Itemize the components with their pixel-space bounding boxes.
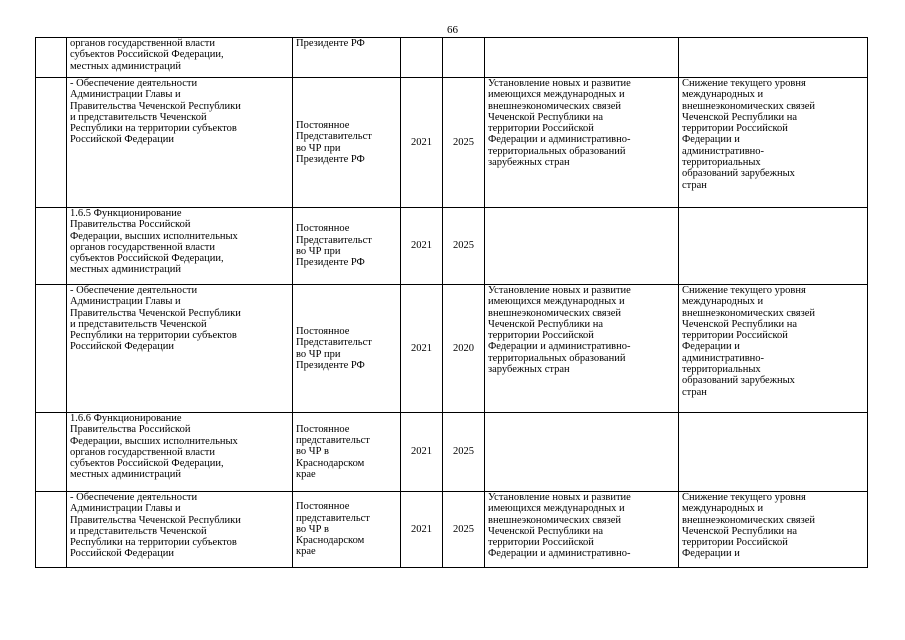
- end-year-cell: [443, 38, 485, 78]
- table-row: [36, 38, 868, 78]
- event-cell: [67, 492, 293, 568]
- result-text: Установление новых и развитие имеющихся международных и внешнеэкономических связей Чеченской Республики на территории Российской Федерации и административно- территориальных образований зарубежных стран: [488, 285, 631, 376]
- result-cell: [485, 285, 679, 413]
- event-text: 1.6.6 Функционирование Правительства Российской Федерации, высших исполнительных органов государственной власти субъектов Российской Федерации, местных администраций: [70, 413, 238, 481]
- event-text: 1.6.5 Функционирование Правительства Российской Федерации, высших исполнительных органов государственной власти субъектов Российской Федерации, местных администраций: [70, 208, 238, 276]
- row-number-cell: [36, 78, 67, 208]
- consequence-text: Снижение текущего уровня международных и внешнеэкономических связей Чеченской Республики на территории Российской Федерации и административно- территориальных образований зарубежных стран: [682, 78, 816, 191]
- end-year-cell: [443, 492, 485, 568]
- event-cell: [67, 413, 293, 492]
- end-year-text: 2025: [453, 136, 474, 148]
- result-cell: [485, 413, 679, 492]
- event-cell: [67, 208, 293, 285]
- consequence-text: Снижение текущего уровня международных и внешнеэкономических связей Чеченской Республики на территории Российской Федерации и: [682, 492, 816, 560]
- event-text: - Обеспечение деятельности Администрации Главы и Правительства Чеченской Республики и представительств Чеченской Республики на территории субъектов Российской Федерации: [70, 285, 241, 353]
- executor-cell: [293, 78, 401, 208]
- event-text: - Обеспечение деятельности Администрации Главы и Правительства Чеченской Республики и представительств Чеченской Республики на территории субъектов Российской Федерации: [70, 78, 241, 146]
- start-year-text: 2021: [411, 240, 432, 252]
- row-number-cell: [36, 413, 67, 492]
- end-year-text: 2020: [453, 342, 474, 354]
- row-number-cell: [36, 285, 67, 413]
- start-year-cell: [401, 208, 443, 285]
- consequence-cell: [679, 285, 868, 413]
- start-year-text: 2021: [411, 136, 432, 148]
- start-year-cell: [401, 492, 443, 568]
- executor-cell: [293, 492, 401, 568]
- end-year-cell: [443, 208, 485, 285]
- start-year-cell: [401, 285, 443, 413]
- row-number-cell: [36, 492, 67, 568]
- result-cell: [485, 492, 679, 568]
- consequence-cell: [679, 413, 868, 492]
- table-row: [36, 492, 868, 568]
- executor-text: Постоянное Представительст во ЧР при Президенте РФ: [296, 223, 372, 269]
- end-year-text: 2025: [453, 523, 474, 535]
- consequence-cell: [679, 78, 868, 208]
- table-row: [36, 413, 868, 492]
- executor-cell: [293, 208, 401, 285]
- event-cell: [67, 38, 293, 78]
- event-text: - Обеспечение деятельности Администрации Главы и Правительства Чеченской Республики и представительств Чеченской Республики на территории субъектов Российской Федерации: [70, 492, 241, 560]
- executor-text: Постоянное представительст во ЧР в Краснодарском крае: [296, 501, 370, 558]
- consequence-cell: [679, 208, 868, 285]
- executor-text: Президенте РФ: [296, 38, 365, 49]
- end-year-text: 2025: [453, 446, 474, 458]
- end-year-cell: [443, 413, 485, 492]
- executor-cell: [293, 285, 401, 413]
- start-year-cell: [401, 78, 443, 208]
- end-year-cell: [443, 78, 485, 208]
- start-year-cell: [401, 38, 443, 78]
- measures-table: [35, 37, 868, 568]
- result-text: Установление новых и развитие имеющихся международных и внешнеэкономических связей Чеченской Республики на территории Российской Федерации и административно- территориальных образований зарубежных стран: [488, 78, 631, 169]
- result-cell: [485, 78, 679, 208]
- end-year-text: 2025: [453, 240, 474, 252]
- start-year-text: 2021: [411, 523, 432, 535]
- executor-text: Постоянное представительст во ЧР в Краснодарском крае: [296, 423, 370, 480]
- page-number: 66: [447, 24, 458, 36]
- row-number-cell: [36, 38, 67, 78]
- consequence-cell: [679, 492, 868, 568]
- executor-text: Постоянное Представительст во ЧР при Президенте РФ: [296, 119, 372, 165]
- result-text: Установление новых и развитие имеющихся международных и внешнеэкономических связей Чеченской Республики на территории Российской Федерации и административно-: [488, 492, 631, 560]
- consequence-cell: [679, 38, 868, 78]
- consequence-text: Снижение текущего уровня международных и внешнеэкономических связей Чеченской Республики на территории Российской Федерации и административно- территориальных образований зарубежных стран: [682, 285, 816, 398]
- event-cell: [67, 285, 293, 413]
- executor-cell: [293, 413, 401, 492]
- executor-cell: [293, 38, 401, 78]
- table-row: [36, 285, 868, 413]
- end-year-cell: [443, 285, 485, 413]
- start-year-text: 2021: [411, 342, 432, 354]
- event-cell: [67, 78, 293, 208]
- table-row: [36, 78, 868, 208]
- start-year-cell: [401, 413, 443, 492]
- executor-text: Постоянное Представительст во ЧР при Президенте РФ: [296, 325, 372, 371]
- table-row: [36, 208, 868, 285]
- result-cell: [485, 38, 679, 78]
- row-number-cell: [36, 208, 67, 285]
- start-year-text: 2021: [411, 446, 432, 458]
- result-cell: [485, 208, 679, 285]
- event-text: органов государственной власти субъектов Российской Федерации, местных администраций: [70, 38, 224, 72]
